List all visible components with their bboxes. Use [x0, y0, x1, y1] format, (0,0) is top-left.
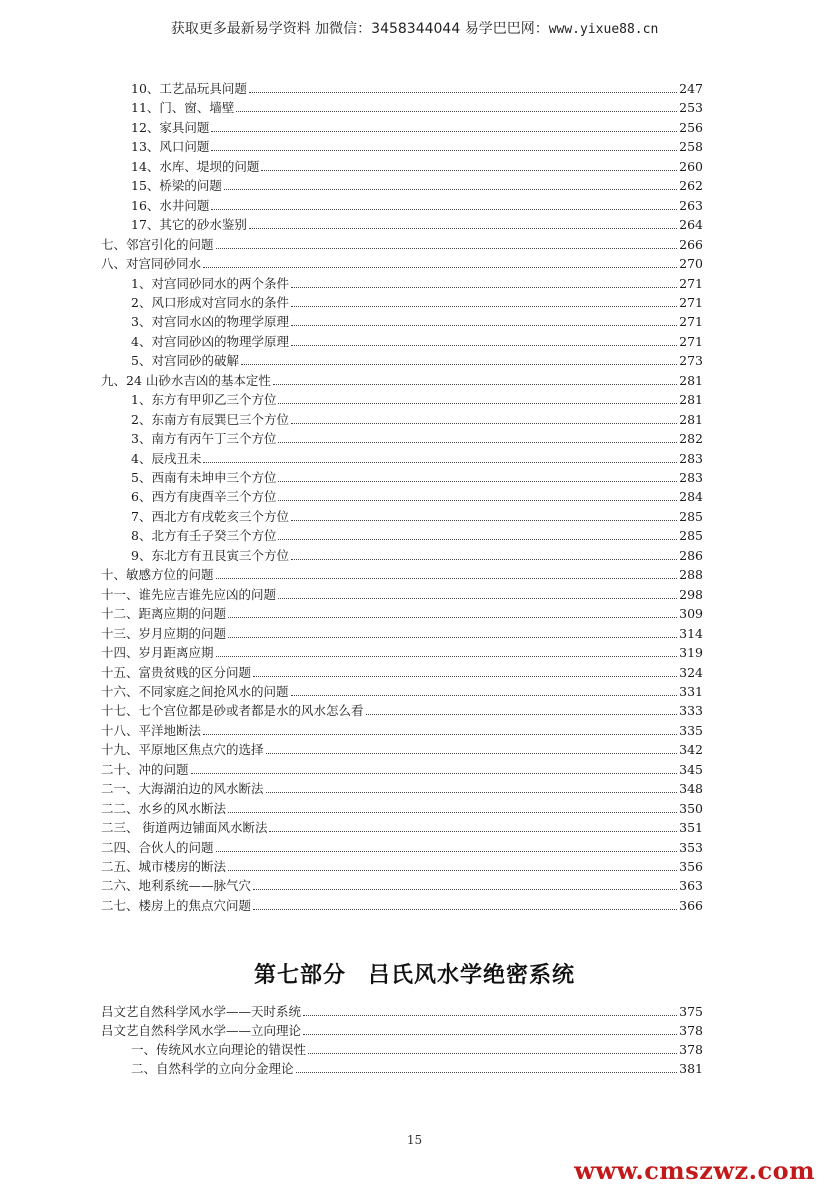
toc-entry-page: 378 — [679, 1023, 703, 1038]
toc-entry-label: 7、西北方有戌乾亥三个方位 — [131, 508, 289, 524]
toc-entry-page: 283 — [679, 450, 703, 466]
watermark-text: www.cmszwz.com — [574, 1156, 815, 1185]
toc-entry-page: 281 — [679, 392, 703, 408]
toc-entry-page: 271 — [679, 333, 703, 349]
toc-entry-label: 十五、富贵贫贱的区分问题 — [101, 664, 252, 680]
toc-entry-page: 314 — [679, 625, 703, 641]
toc-entry — [131, 196, 703, 215]
toc-entry — [101, 1021, 703, 1040]
toc-entry — [131, 215, 703, 234]
toc-entry-label: 6、西方有庚酉辛三个方位 — [131, 489, 277, 505]
toc-entry-page: 356 — [679, 859, 703, 874]
toc-entry — [131, 546, 703, 565]
toc-leader-dots — [236, 111, 677, 112]
toc-leader-dots — [266, 792, 678, 793]
toc-entry-page: 281 — [679, 411, 703, 427]
toc-entry-page: 345 — [679, 761, 703, 777]
toc-entry — [101, 1002, 703, 1021]
toc-entry-label: 1、对宫同砂同水的两个条件 — [131, 275, 289, 291]
toc-entry — [101, 663, 703, 682]
toc-entry-page: 378 — [679, 1042, 703, 1057]
toc-leader-dots — [216, 851, 678, 852]
toc-entry — [101, 760, 703, 779]
toc-leader-dots — [203, 734, 677, 735]
toc-leader-dots — [191, 773, 678, 774]
toc-entry — [131, 390, 703, 409]
toc-entry-label: 8、北方有壬子癸三个方位 — [131, 528, 277, 544]
toc-entry-page: 258 — [679, 139, 703, 155]
toc-entry-label: 十二、距离应期的问题 — [101, 606, 227, 622]
toc-entry-label: 14、水库、堤坝的问题 — [131, 158, 260, 174]
section-part: 第七部分 — [253, 963, 346, 988]
toc-entry-label: 吕文艺自然科学风水学——立向理论 — [101, 1023, 302, 1038]
toc-leader-dots — [261, 170, 677, 171]
toc-entry — [101, 254, 703, 273]
toc-entry — [131, 1059, 703, 1078]
toc-entry — [131, 274, 703, 293]
toc-entry — [131, 312, 703, 331]
toc-entry — [131, 157, 703, 176]
toc-entry-label: 3、对宫同水凶的物理学原理 — [131, 314, 289, 330]
toc-entry-page: 282 — [679, 431, 703, 447]
toc-entry — [101, 857, 703, 876]
toc-leader-dots — [278, 598, 677, 599]
toc-entry-page: 324 — [679, 664, 703, 680]
toc-entry — [101, 876, 703, 895]
toc-entry — [131, 293, 703, 312]
toc-entry-page: 375 — [679, 1004, 703, 1019]
toc-leader-dots — [303, 1034, 677, 1035]
toc-leader-dots — [228, 812, 677, 813]
toc-leader-dots — [278, 539, 677, 540]
toc-entry-label: 二四、合伙人的问题 — [101, 839, 214, 855]
toc-entry-label: 二五、城市楼房的断法 — [101, 859, 227, 874]
toc-leader-dots — [211, 131, 677, 132]
toc-entry-page: 253 — [679, 100, 703, 116]
toc-entry — [101, 624, 703, 643]
toc-entry-page: 285 — [679, 508, 703, 524]
toc-entry — [101, 604, 703, 623]
toc-leader-dots — [273, 384, 677, 385]
toc-entry-page: 262 — [679, 178, 703, 194]
toc-entry-page: 298 — [679, 586, 703, 602]
toc-leader-dots — [303, 1015, 677, 1016]
toc-leader-dots — [278, 500, 677, 501]
toc-entry-page: 271 — [679, 314, 703, 330]
toc-entry-label: 十六、不同家庭之间抢风水的问题 — [101, 683, 289, 699]
toc-entry-page: 288 — [679, 567, 703, 583]
toc-leader-dots — [296, 1072, 678, 1073]
toc-leader-dots — [291, 423, 677, 424]
toc-leader-dots — [228, 637, 677, 638]
toc-leader-dots — [203, 462, 677, 463]
toc-entry-page: 351 — [679, 820, 703, 836]
toc-entry-page: 283 — [679, 470, 703, 485]
toc-entry-label: 七、邻宫引化的问题 — [101, 236, 214, 252]
toc-leader-dots — [216, 656, 678, 657]
toc-entry-label: 5、西南有未坤申三个方位 — [131, 470, 277, 485]
toc-entry — [101, 682, 703, 701]
toc-entry-label: 5、对宫同砂的破解 — [131, 353, 239, 369]
toc-entry — [131, 468, 703, 487]
toc-entry-label: 九、24 山砂水吉凶的基本定性 — [101, 372, 271, 388]
toc-entry-label: 十四、岁月距离应期 — [101, 645, 214, 661]
toc-entry-page: 333 — [679, 703, 703, 719]
toc-leader-dots — [228, 617, 677, 618]
toc-entry — [101, 565, 703, 584]
toc-leader-dots — [291, 695, 678, 696]
toc-entry — [131, 1040, 703, 1059]
section-title — [0, 958, 829, 989]
toc-leader-dots — [291, 559, 677, 560]
toc-entry-label: 11、门、窗、墙壁 — [131, 100, 235, 116]
toc-entry-page: 270 — [679, 256, 703, 272]
toc-entry-label: 吕文艺自然科学风水学——天时系统 — [101, 1004, 302, 1019]
toc-entry-page: 319 — [679, 645, 703, 661]
toc-entry — [101, 371, 703, 390]
toc-leader-dots — [241, 364, 677, 365]
toc-entry-page: 309 — [679, 606, 703, 622]
toc-entry — [131, 118, 703, 137]
toc-entry-page: 350 — [679, 800, 703, 816]
toc-entry — [131, 176, 703, 195]
toc-leader-dots — [211, 150, 677, 151]
toc-entry-page: 366 — [679, 897, 703, 913]
toc-entry-page: 335 — [679, 722, 703, 738]
toc-leader-dots — [203, 267, 677, 268]
toc-entry — [131, 98, 703, 117]
toc-entry-label: 十一、谁先应吉谁先应凶的问题 — [101, 586, 277, 602]
toc-leader-dots — [211, 209, 677, 210]
toc-entry-label: 一、传统风水立向理论的错误性 — [131, 1042, 307, 1057]
toc-leader-dots — [291, 306, 677, 307]
toc-entry — [131, 410, 703, 429]
toc-leader-dots — [278, 442, 677, 443]
toc-entry-label: 十九、平原地区焦点穴的选择 — [101, 742, 264, 758]
toc-entry — [131, 507, 703, 526]
toc-leader-dots — [278, 403, 677, 404]
toc-leader-dots — [266, 753, 678, 754]
toc-entry-label: 17、其它的砂水鉴别 — [131, 217, 247, 233]
toc-entry-page: 273 — [679, 353, 703, 369]
toc-leader-dots — [366, 714, 678, 715]
toc-leader-dots — [249, 92, 677, 93]
toc-entry-label: 15、桥梁的问题 — [131, 178, 222, 194]
toc-entry-label: 二六、地利系统——脉气穴 — [101, 878, 252, 894]
toc-entry-label: 二二、水乡的风水断法 — [101, 800, 227, 816]
toc-entry-page: 353 — [679, 839, 703, 855]
toc-entry — [131, 429, 703, 448]
toc-entry-label: 十、敏感方位的问题 — [101, 567, 214, 583]
toc-entry-label: 4、辰戌丑未 — [131, 450, 202, 466]
toc-entry-label: 9、东北方有丑艮寅三个方位 — [131, 547, 289, 563]
toc-entry-page: 381 — [679, 1061, 703, 1076]
toc-leader-dots — [291, 345, 677, 346]
toc-entry — [131, 526, 703, 545]
toc-entry-label: 二十、冲的问题 — [101, 761, 189, 777]
toc-entry — [131, 137, 703, 156]
toc-entry — [131, 487, 703, 506]
toc-entry — [101, 740, 703, 759]
toc-entry-page: 286 — [679, 547, 703, 563]
toc-entry-label: 八、对宫同砂同水 — [101, 256, 202, 272]
toc-entry-page: 260 — [679, 158, 703, 174]
toc-entry-page: 281 — [679, 372, 703, 388]
toc-leader-dots — [291, 325, 677, 326]
toc-entry — [101, 721, 703, 740]
toc-leader-dots — [308, 1053, 677, 1054]
page-header — [0, 18, 829, 38]
toc-entry — [101, 818, 703, 837]
toc-leader-dots — [291, 287, 677, 288]
toc-entry-page: 363 — [679, 878, 703, 894]
toc-leader-dots — [216, 248, 678, 249]
toc-entry — [101, 701, 703, 720]
toc-entry — [101, 643, 703, 662]
toc-entry-page: 348 — [679, 781, 703, 797]
toc-leader-dots — [228, 870, 677, 871]
toc-entry-label: 十八、平洋地断法 — [101, 722, 202, 738]
toc-entry-page: 263 — [679, 197, 703, 213]
toc-entry-label: 二、自然科学的立向分金理论 — [131, 1061, 294, 1076]
toc-entry — [101, 896, 703, 915]
toc-entry-label: 二一、大海湖泊边的风水断法 — [101, 781, 264, 797]
toc-leader-dots — [253, 889, 677, 890]
toc-entry-page: 264 — [679, 217, 703, 233]
toc-entry-label: 13、风口问题 — [131, 139, 210, 155]
toc-entry — [131, 449, 703, 468]
toc-leader-dots — [278, 481, 677, 482]
toc-entry-page: 284 — [679, 489, 703, 505]
toc-leader-dots — [269, 831, 677, 832]
toc-entry — [101, 838, 703, 857]
toc-entry-label: 16、水井问题 — [131, 197, 210, 213]
toc-entry-label: 2、东南方有辰巽巳三个方位 — [131, 411, 289, 427]
toc-leader-dots — [291, 520, 677, 521]
header-url: www.yixue88.cn — [548, 22, 659, 37]
toc-leader-dots — [253, 909, 677, 910]
toc-entry — [131, 79, 703, 98]
toc-entry-label: 12、家具问题 — [131, 119, 210, 135]
toc-entry-label: 4、对宫同砂凶的物理学原理 — [131, 333, 289, 349]
toc-entry — [131, 351, 703, 370]
section-name: 吕氏风水学绝密系统 — [368, 963, 576, 988]
page-number: 15 — [406, 1133, 423, 1147]
toc-entry-label: 二七、楼房上的焦点穴问题 — [101, 897, 252, 913]
toc-entry-page: 331 — [679, 683, 703, 699]
toc-entry-page: 271 — [679, 275, 703, 291]
toc-entry-label: 1、东方有甲卯乙三个方位 — [131, 392, 277, 408]
toc-entry-page: 247 — [679, 81, 703, 96]
toc-entry — [101, 799, 703, 818]
toc-leader-dots — [224, 189, 677, 190]
toc-entry-page: 256 — [679, 119, 703, 135]
toc-leader-dots — [249, 228, 677, 229]
toc-entry — [101, 585, 703, 604]
toc-entry-page: 285 — [679, 528, 703, 544]
toc-entry-page: 266 — [679, 236, 703, 252]
toc-entry-label: 二三、 街道两边铺面风水断法 — [101, 820, 268, 836]
toc-entry-label: 十三、岁月应期的问题 — [101, 625, 227, 641]
toc-entry — [101, 779, 703, 798]
toc-entry-label: 十七、七个宫位都是砂或者都是水的风水怎么看 — [101, 703, 364, 719]
toc-entry-page: 342 — [679, 742, 703, 758]
toc-leader-dots — [216, 578, 678, 579]
header-text: 获取更多最新易学资料 加微信：3458344044 易学巴巴网： — [170, 21, 549, 37]
toc-leader-dots — [253, 676, 677, 677]
toc-entry-label: 2、风口形成对宫同水的条件 — [131, 294, 289, 310]
toc-entry — [101, 235, 703, 254]
toc-entry-label: 3、南方有丙午丁三个方位 — [131, 431, 277, 447]
toc-entry-label: 10、工艺品玩具问题 — [131, 81, 247, 96]
toc-entry-page: 271 — [679, 294, 703, 310]
toc-entry — [131, 332, 703, 351]
